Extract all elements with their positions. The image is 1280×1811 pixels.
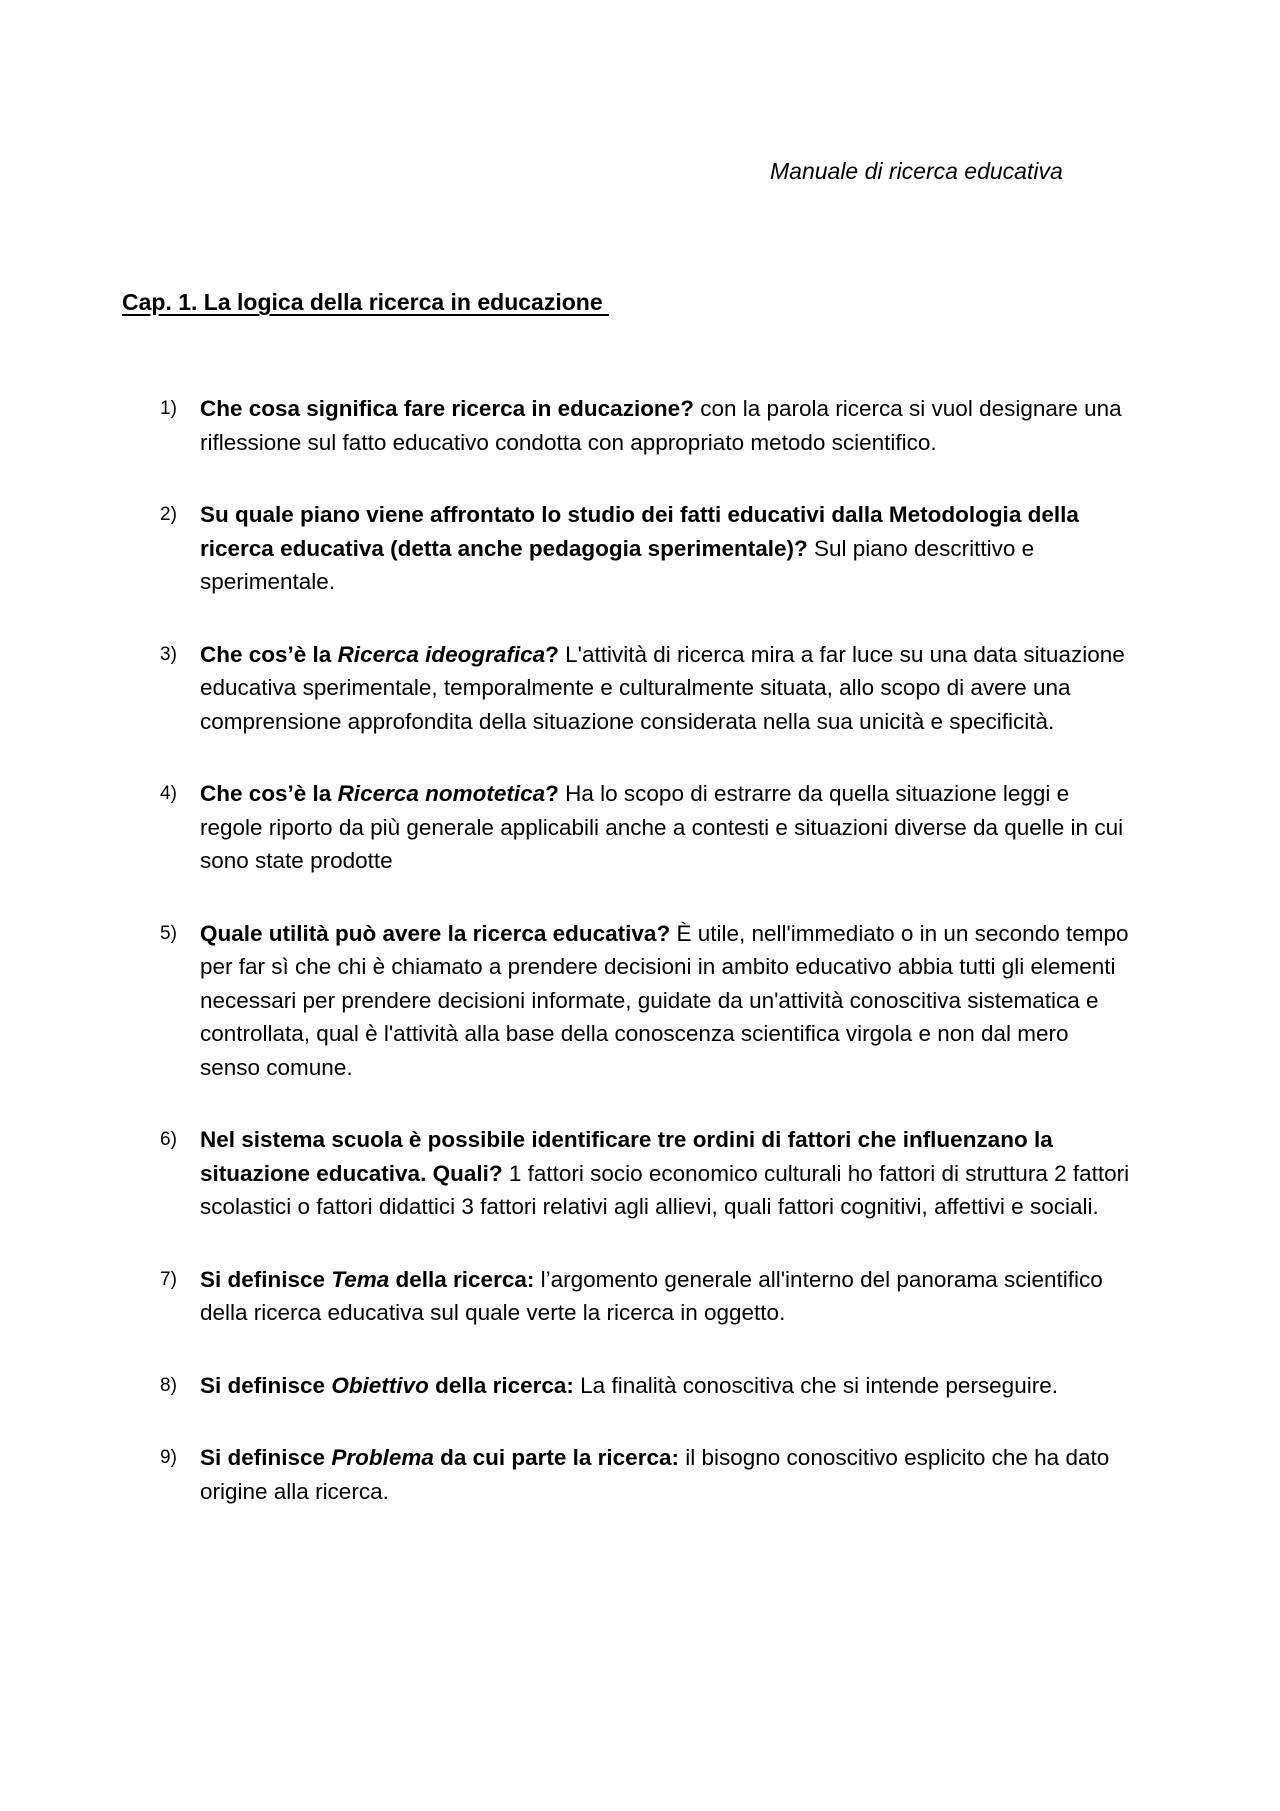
item-question-term: Problema xyxy=(331,1445,434,1470)
item-answer: Ha lo scopo di estrarre da quella situazione leggi e regole riporto da più generale applicabili anche a contesti e situazioni diverse da quelle in cui sono state prodotte xyxy=(200,781,1124,873)
item-number: 4) xyxy=(160,783,177,804)
item-question-suffix: della ricerca: xyxy=(428,1372,574,1398)
list-item xyxy=(122,1123,1132,1224)
document-header-title: Manuale di ricerca educativa xyxy=(770,158,1063,184)
item-number: 3) xyxy=(160,643,177,665)
item-number: 6) xyxy=(160,1129,177,1150)
item-question-prefix: Si definisce xyxy=(200,1372,332,1398)
list-item xyxy=(122,1263,1132,1330)
item-question: Che cosa significa fare ricerca in educazione? xyxy=(200,396,694,421)
item-question: Quale utilità può avere la ricerca educativa? xyxy=(200,920,671,946)
item-answer: È utile, nell'immediato o in un secondo tempo per far sì che chi è chiamato a prendere decisioni in ambito educativo abbia tutti gli elementi necessari per prendere decisioni informate, guidate da un'attività conoscitiva sistematica e controllata, qual è l'attività alla base della conoscenza scientifica virgola e non dal mero senso comune. xyxy=(200,920,1129,1080)
item-question-suffix: della ricerca: xyxy=(389,1266,535,1292)
item-number: 9) xyxy=(160,1447,177,1468)
item-number: 1) xyxy=(160,398,177,419)
item-answer: L'attività di ricerca mira a far luce su una data situazione educativa sperimentale, temporalmente e culturalmente situata, allo scopo di avere una comprensione approfondita della situazione considerata nella sua unicità e specificità. xyxy=(200,641,1125,734)
item-question-suffix: da cui parte la ricerca: xyxy=(433,1445,679,1470)
item-question-prefix: Si definisce xyxy=(200,1266,332,1292)
item-question: Nel sistema scuola è possibile identificare tre ordini di fattori che influenzano la situazione educativa. Quali? xyxy=(200,1127,1053,1186)
list-item xyxy=(122,777,1132,878)
item-question-term: Ricerca ideografica xyxy=(337,641,546,667)
list-item xyxy=(122,1441,1132,1508)
item-question-term: Ricerca nomotetica xyxy=(337,781,546,806)
item-answer: Sul piano descrittivo e sperimentale. xyxy=(200,535,1035,594)
item-answer: 1 fattori socio economico culturali ho fattori di struttura 2 fattori scolastici o fattori didattici 3 fattori relativi agli allievi, quali fattori cognitivi, affettivi e sociali. xyxy=(200,1160,1130,1219)
item-question-prefix: Che cos’è la xyxy=(200,781,338,806)
item-answer: il bisogno conoscitivo esplicito che ha dato origine alla ricerca. xyxy=(200,1445,1110,1504)
item-number: 2) xyxy=(160,504,177,525)
item-answer: l’argomento generale all'interno del panorama scientifico della ricerca educativa sul quale verte la ricerca in oggetto. xyxy=(200,1266,1103,1325)
list-item xyxy=(122,392,1132,459)
item-question-suffix: ? xyxy=(545,781,559,806)
item-number: 8) xyxy=(160,1374,177,1396)
question-answer-list xyxy=(122,392,1132,1547)
list-item xyxy=(122,498,1132,599)
item-number: 7) xyxy=(160,1268,177,1290)
item-question-prefix: Si definisce xyxy=(200,1445,332,1470)
item-number: 5) xyxy=(160,922,177,944)
list-item xyxy=(122,917,1132,1085)
chapter-title: Cap. 1. La logica della ricerca in educazione xyxy=(122,289,610,315)
item-question-suffix: ? xyxy=(545,641,559,667)
item-answer: La finalità conoscitiva che si intende perseguire. xyxy=(573,1372,1058,1398)
item-question-prefix: Che cos’è la xyxy=(200,641,338,667)
item-question-term: Obiettivo xyxy=(331,1372,429,1398)
list-item xyxy=(122,1369,1132,1403)
item-question-term: Tema xyxy=(331,1266,390,1292)
item-question: Su quale piano viene affrontato lo studio dei fatti educativi dalla Metodologia della ricerca educativa (detta anche pedagogia sperimentale)? xyxy=(200,502,1079,561)
list-item xyxy=(122,638,1132,739)
item-answer: con la parola ricerca si vuol designare una riflessione sul fatto educativo condotta con appropriato metodo scientifico. xyxy=(200,396,1122,455)
